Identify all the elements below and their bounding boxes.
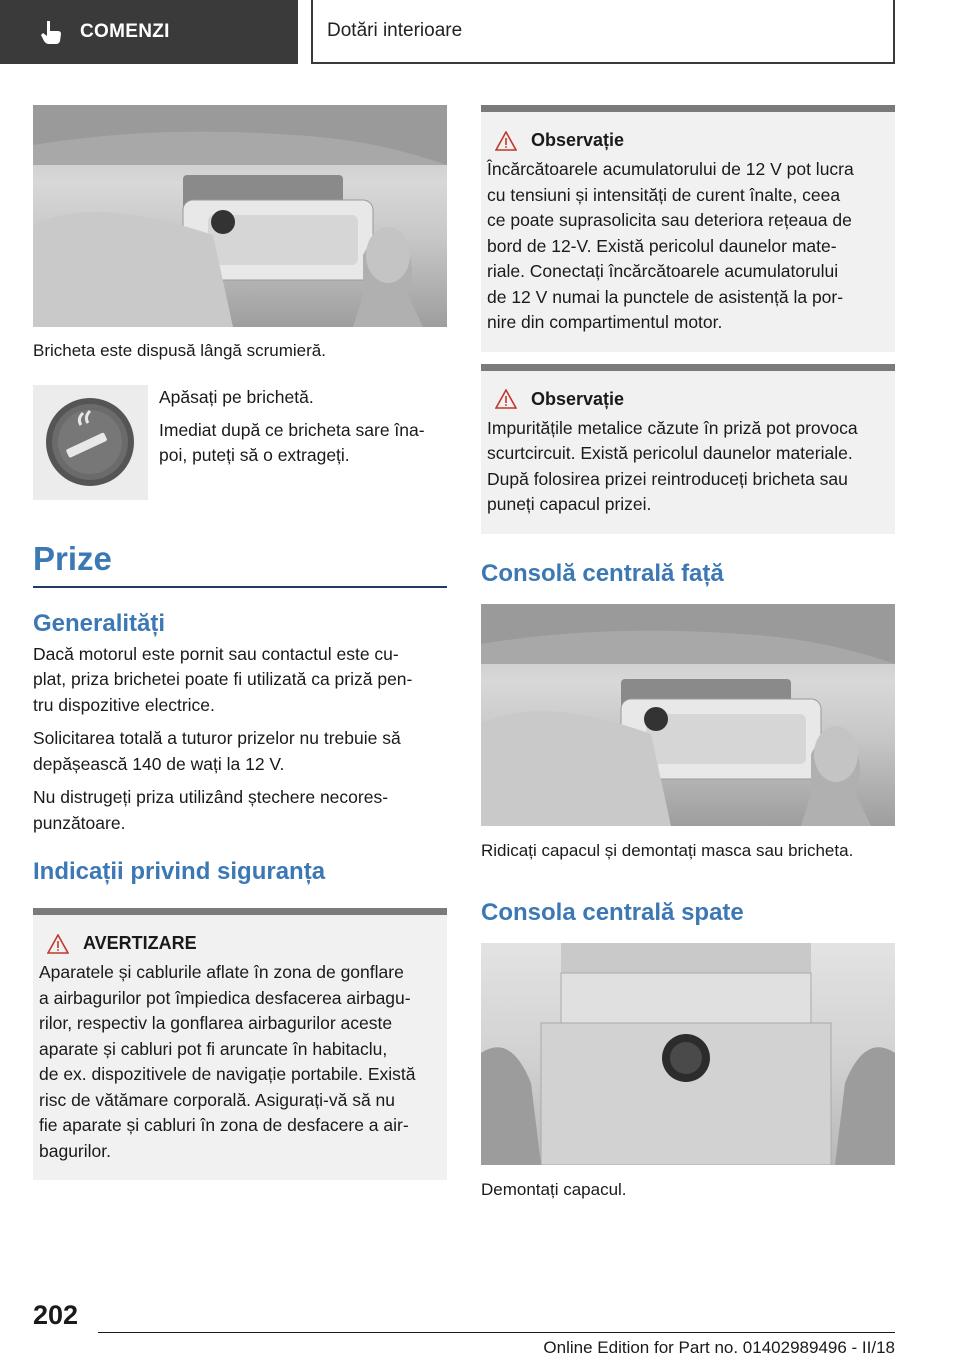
- note-box-2: [481, 364, 895, 534]
- section-heading-prize: Prize: [33, 540, 112, 577]
- note-label-1: Observație: [531, 130, 625, 150]
- pointing-hand-icon: [38, 19, 64, 45]
- warning-triangle-icon: [495, 389, 517, 409]
- warning-label: AVERTIZARE: [83, 933, 197, 953]
- general-text: [33, 642, 447, 837]
- heading-rule: [33, 586, 447, 588]
- photo-caption: Bricheta este dispusă lângă scrumieră.: [33, 341, 326, 360]
- chapter-title: Dotări interioare: [311, 0, 895, 64]
- right-column: [481, 105, 895, 1202]
- edition-note: Online Edition for Part no. 01402989496 - II/18: [543, 1338, 895, 1357]
- subheading-rear-console: Consola centrală spate: [481, 898, 744, 926]
- page-header: [0, 0, 960, 66]
- note-title-1: [487, 130, 889, 151]
- general-paragraph-3: Nu distrugeți priza utilizând ștechere necores‐ punzătoare.: [33, 787, 389, 833]
- lighter-step-1: Apăsați pe brichetă.: [159, 387, 314, 407]
- note-label-2: Observație: [531, 388, 625, 409]
- rear-console-caption: Demontați capacul.: [481, 1179, 627, 1199]
- warning-title: [39, 933, 441, 954]
- section-label: COMENZI: [80, 21, 170, 42]
- footer-rule: [98, 1332, 895, 1333]
- cigarette-lighter-icon: [33, 385, 148, 500]
- lighter-button-image: [33, 385, 148, 500]
- note-box-1: [481, 105, 895, 352]
- note-title-2: [487, 389, 889, 410]
- page-number: 202: [33, 1300, 79, 1330]
- warning-text: Aparatele și cablurile aflate în zona de gonflare a airbagurilor pot împiedica desfacerea airbagu‐ rilor, respectiv la gonflarea airbagurilor aceste aparate și cabluri pot fi aruncate în habitaclu, de ex. dispozitivele de navigație portabile. Există risc de vătămare corporală. Asigurați-vă să nu fie aparate și cabluri în zona de desfacere a air‐ bagurilor.: [39, 962, 416, 1161]
- general-paragraph-1: Dacă motorul este pornit sau contactul este cu‐ plat, priza brichetei poate fi utilizată ca priză pen‐ tru dispozitive electrice.: [33, 643, 413, 715]
- front-console-photo: [481, 604, 895, 826]
- lighter-steps: [159, 385, 425, 500]
- section-tab: [0, 0, 298, 64]
- subheading-general: Generalități: [33, 609, 166, 637]
- warning-triangle-icon: [495, 131, 517, 151]
- console-lighter-photo: [33, 105, 447, 327]
- rear-console-photo: [481, 943, 895, 1165]
- warning-triangle-icon: [47, 934, 69, 954]
- subheading-front-console: Consolă centrală față: [481, 559, 724, 587]
- left-column: [33, 105, 447, 1180]
- front-console-caption: Ridicați capacul și demontați masca sau bricheta.: [481, 840, 854, 860]
- general-paragraph-2: Solicitarea totală a tuturor prizelor nu trebuie să depășească 140 de wați la 12 V.: [33, 728, 401, 774]
- note-text-1: Încărcătoarele acumulatorului de 12 V pot lucra cu tensiuni și intensități de curent înalte, ceea ce poate suprasolicita sau deteriora rețeaua de bord de 12-V. Există pericolul daunelor mate‐ riale. Conectați încărcătoarele acumulatorului de 12 V numai la punctele de asistență la por‐ nire din compartimentul motor.: [487, 159, 854, 332]
- subheading-safety: Indicații privind siguranța: [33, 858, 326, 885]
- note-text-2: Impuritățile metalice căzute în priză pot provoca scurtcircuit. Există pericolul daunelor materiale. După folosirea prizei reintroduceți bricheta sau puneți capacul prizei.: [487, 417, 858, 514]
- warning-box: [33, 908, 447, 1180]
- lighter-step-2: Imediat după ce bricheta sare îna‐ poi, puteți să o extrageți.: [159, 419, 425, 465]
- lighter-instructions: [33, 385, 447, 500]
